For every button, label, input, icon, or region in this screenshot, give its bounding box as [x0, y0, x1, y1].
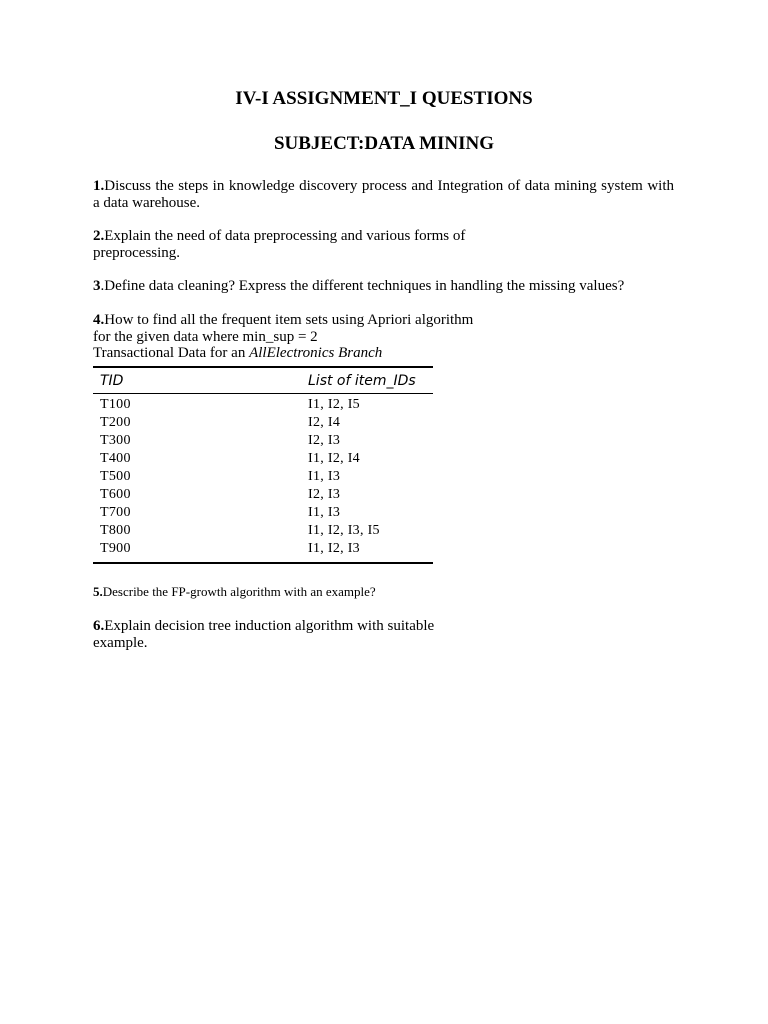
question-text-line1: Explain decision tree induction algorithm with suitable [104, 618, 435, 634]
table-header-row [93, 368, 433, 394]
items-cell: I1, I3 [308, 505, 341, 520]
question-text-line2: for the given data where min_sup = 2 [93, 328, 318, 345]
items-cell: I1, I3 [308, 469, 341, 484]
items-cell: I2, I3 [308, 433, 341, 448]
tid-cell: T600 [100, 487, 131, 502]
items-cell: I2, I3 [308, 487, 341, 502]
question-number: 4. [93, 312, 105, 328]
document-title: IV-I ASSIGNMENT_I QUESTIONS [235, 88, 533, 109]
table-row [93, 414, 433, 432]
question-text: Discuss the steps in knowledge discovery process and Integration of data mining system with a data warehouse. [93, 178, 674, 211]
question-3 [93, 278, 693, 295]
table-row [93, 504, 433, 522]
question-1 [93, 178, 674, 211]
question-number: 3 [93, 278, 101, 294]
tid-cell: T200 [100, 415, 131, 430]
question-6 [93, 618, 513, 651]
table-row [93, 396, 433, 414]
question-5 [93, 584, 376, 601]
question-number: 1. [93, 178, 105, 194]
tid-cell: T700 [100, 505, 131, 520]
table-row [93, 540, 433, 558]
items-cell: I1, I2, I3, I5 [308, 523, 380, 538]
table-caption-italic: AllElectronics Branch [249, 345, 383, 361]
question-text-line2: preprocessing. [93, 244, 181, 261]
table-caption-prefix: Transactional Data for an [93, 345, 250, 361]
tid-cell: T300 [100, 433, 131, 448]
question-number: 2. [93, 228, 105, 244]
question-text: .Define data cleaning? Express the different techniques in handling the missing values? [100, 278, 625, 294]
question-number: 6. [93, 618, 105, 634]
table-row [93, 486, 433, 504]
transaction-table [93, 366, 433, 564]
items-cell: I1, I2, I3 [308, 541, 360, 556]
question-2 [93, 228, 513, 261]
table-row [93, 468, 433, 486]
table-body [93, 394, 433, 562]
column-header-tid: TID [100, 372, 124, 389]
items-cell: I1, I2, I5 [308, 397, 360, 412]
question-text: Describe the FP-growth algorithm with an example? [102, 584, 376, 599]
tid-cell: T500 [100, 469, 131, 484]
tid-cell: T400 [100, 451, 131, 466]
items-cell: I1, I2, I4 [308, 451, 360, 466]
table-row [93, 522, 433, 540]
table-row [93, 450, 433, 468]
tid-cell: T900 [100, 541, 131, 556]
column-header-items: List of item_IDs [308, 372, 416, 389]
question-text-line1: Explain the need of data preprocessing and various forms of [104, 228, 466, 244]
tid-cell: T800 [100, 523, 131, 538]
subject-heading: SUBJECT:DATA MINING [273, 133, 495, 154]
question-4 [93, 312, 533, 362]
question-number: 5. [93, 584, 103, 599]
items-cell: I2, I4 [308, 415, 341, 430]
question-text-line1: How to find all the frequent item sets using Apriori algorithm [104, 312, 474, 328]
question-text-line2: example. [93, 634, 148, 651]
tid-cell: T100 [100, 397, 131, 412]
table-row [93, 432, 433, 450]
